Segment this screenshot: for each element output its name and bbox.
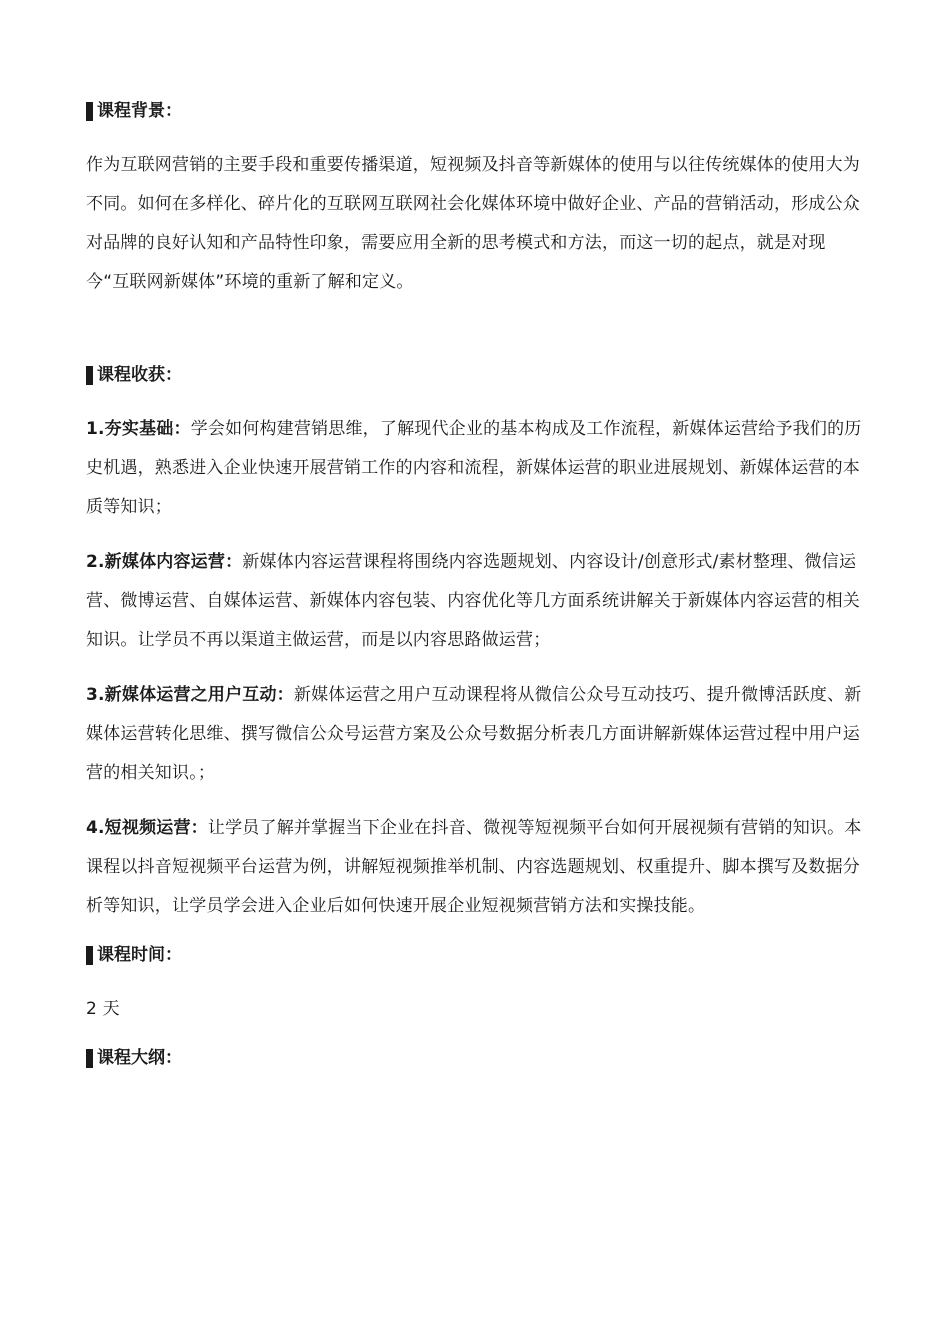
background-paragraph: 作为互联网营销的主要手段和重要传播渠道，短视频及抖音等新媒体的使用与以往传统媒体的使用大为不同。如何在多样化、碎片化的互联网互联网社会化媒体环境中做好企业、产品的营销活动，形成公众对品牌的良好认知和产品特性印象，需要应用全新的思考模式和方法，而这一切的起点，就是对现今“互联网新媒体”环境的重新了解和定义。 bbox=[86, 155, 860, 292]
heading-text: 课程收获： bbox=[97, 365, 182, 385]
gain-item bbox=[86, 543, 866, 660]
gain-item-title: 2.新媒体内容运营： bbox=[86, 552, 243, 572]
section-heading-background bbox=[86, 98, 866, 124]
heading-marker bbox=[86, 1049, 93, 1068]
gain-item-title: 4.短视频运营： bbox=[86, 818, 208, 838]
gain-item-title: 1.夯实基础： bbox=[86, 419, 191, 439]
gain-item-text: 新媒体运营之用户互动课程将从微信公众号互动技巧、提升微博活跃度、新媒体运营转化思维、撰写微信公众号运营方案及公众号数据分析表几方面讲解新媒体运营过程中用户运营的相关知识。； bbox=[86, 685, 862, 783]
document-page bbox=[86, 98, 866, 1071]
gain-item-title: 3.新媒体运营之用户互动： bbox=[86, 685, 294, 705]
section-heading-gains bbox=[86, 362, 866, 388]
section-heading-duration bbox=[86, 942, 866, 968]
gain-item-text: 新媒体内容运营课程将围绕内容选题规划、内容设计/创意形式/素材整理、微信运营、微博运营、自媒体运营、新媒体内容包装、内容优化等几方面系统讲解关于新媒体内容运营的相关知识。让学员不再以渠道主做运营，而是以内容思路做运营； bbox=[86, 552, 860, 650]
heading-marker bbox=[86, 946, 93, 965]
heading-marker bbox=[86, 102, 93, 121]
heading-text: 课程大纲： bbox=[97, 1048, 182, 1068]
heading-text: 课程时间： bbox=[97, 945, 182, 965]
gain-item bbox=[86, 809, 866, 926]
gain-item bbox=[86, 676, 866, 793]
gain-item-text: 让学员了解并掌握当下企业在抖音、微视等短视频平台如何开展视频有营销的知识。本课程以抖音短视频平台运营为例，讲解短视频推举机制、内容选题规划、权重提升、脚本撰写及数据分析等知识，让学员学会进入企业后如何快速开展企业短视频营销方法和实操技能。 bbox=[86, 818, 862, 916]
gain-item-text: 学会如何构建营销思维，了解现代企业的基本构成及工作流程，新媒体运营给予我们的历史机遇，熟悉进入企业快速开展营销工作的内容和流程，新媒体运营的职业进展规划、新媒体运营的本质等知识； bbox=[86, 419, 862, 517]
heading-marker bbox=[86, 366, 93, 385]
duration-text: 2 天 bbox=[86, 999, 120, 1019]
section-heading-outline bbox=[86, 1045, 866, 1071]
heading-text: 课程背景： bbox=[97, 101, 182, 121]
gain-item bbox=[86, 410, 866, 527]
